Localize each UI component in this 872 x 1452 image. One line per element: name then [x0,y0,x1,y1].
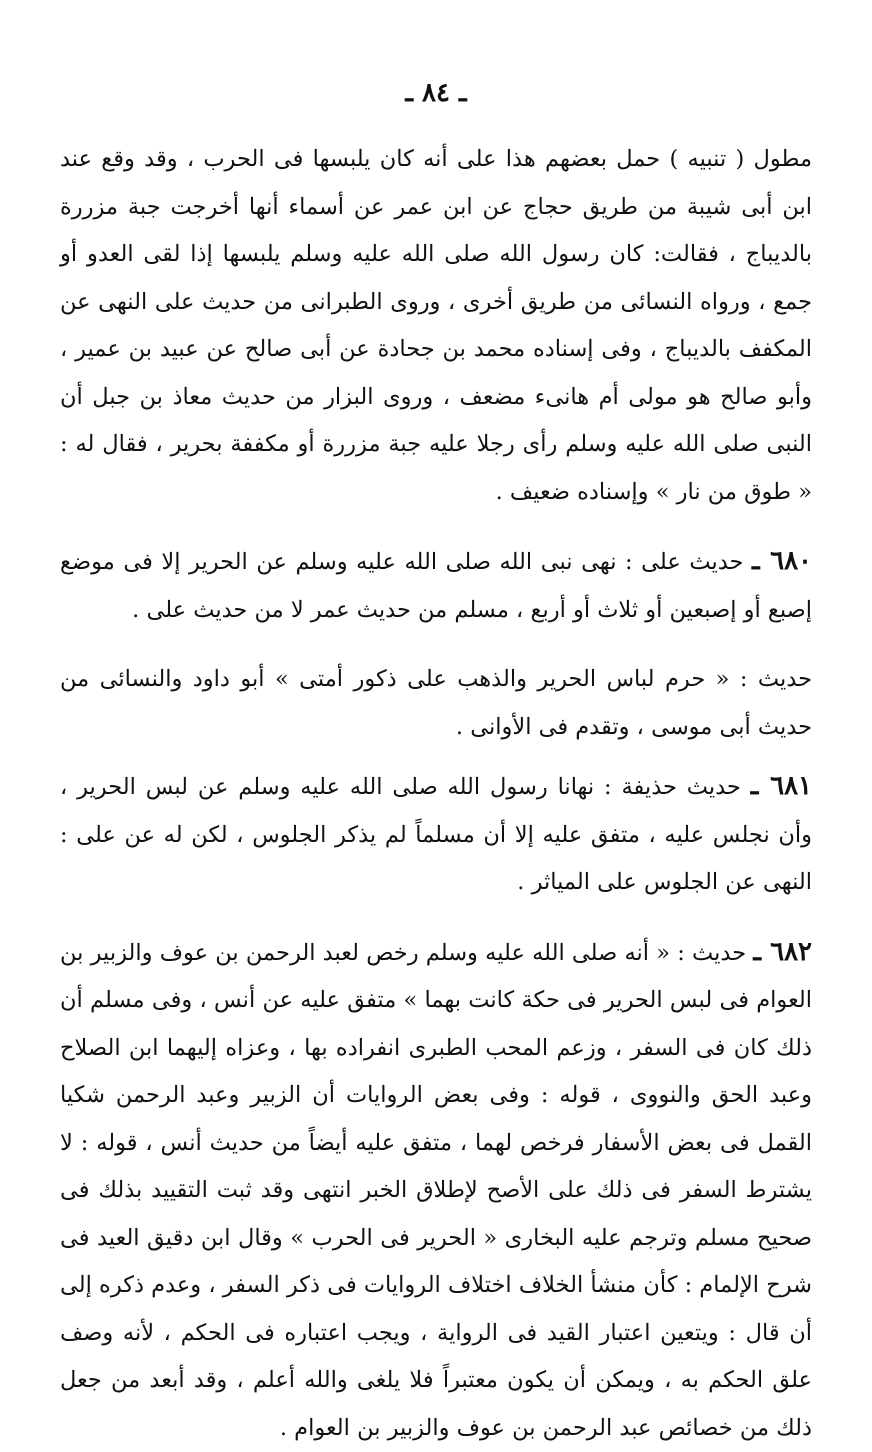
hadith-number: ٦٨١ ـ [751,771,812,801]
paragraph-haram-libas [60,656,812,751]
page-number: ـ ٨٤ ـ [60,78,812,108]
paragraph-tanbih [60,136,812,516]
paragraph-680 [60,538,812,634]
paragraph-text: حديث : « حرم لباس الحرير والذهب على ذكور أمتى » أبو داود والنسائى من حديث أبى موسى ، وتقدم فى الأوانى . [60,666,812,740]
paragraph-text: حديث على : نهى نبى الله صلى الله عليه وسلم عن الحرير إلا فى موضع إصبع أو إصبعين أو ثلاث أو أربع ، مسلم من حديث عمر لا من حديث على . [60,549,812,623]
document-page [60,78,812,1452]
paragraph-text: حديث حذيفة : نهانا رسول الله صلى الله عليه وسلم عن لبس الحرير ، وأن نجلس عليه ، متفق عليه إلا أن مسلماً لم يذكر الجلوس ، لكن له عن على : النهى عن الجلوس على المياثر . [60,774,812,895]
paragraph-682 [60,929,812,1452]
paragraph-681 [60,763,812,907]
paragraph-text: حديث : « أنه صلى الله عليه وسلم رخص لعبد الرحمن بن عوف والزبير بن العوام فى لبس الحرير فى حكة كانت بهما » متفق عليه عن أنس ، وفى مسلم أن ذلك كان فى السفر ، وزعم المحب الطبرى انفراده بها ، وعزاه إليهما ابن الصلاح وعبد الحق والنووى ، قوله : وفى بعض الروايات أن الزبير وعبد الرحمن شكيا القمل فى بعض الأسفار فرخص لهما ، متفق عليه أيضاً من حديث أنس ، قوله : لا يشترط السفر فى ذلك على الأصح لإطلاق الخبر انتهى وقد ثبت التقييد بذلك فى صحيح مسلم وترجم عليه البخارى « الحرير فى الحرب » وقال ابن دقيق العيد فى شرح الإلمام : كأن منشأ الخلاف اختلاف الروايات فى ذكر السفر ، وعدم ذكره إلى أن قال : ويتعين اعتبار القيد فى الرواية ، ويجب اعتباره فى الحكم ، لأنه وصف علق الحكم به ، ويمكن أن يكون معتبراً فلا يلغى والله أعلم ، وقد أبعد من جعل ذلك من خصائص عبد الرحمن بن عوف والزبير بن العوام . [60,940,812,1441]
paragraph-text: مطول ( تنبيه ) حمل بعضهم هذا على أنه كان يلبسها فى الحرب ، وقد وقع عند ابن أبى شيبة من طريق حجاج عن ابن عمر عن أسماء أنها أخرجت جبة مزررة بالديباج ، فقالت: كان رسول الله صلى الله عليه وسلم يلبسها إذا لقى العدو أو جمع ، ورواه النسائى من طريق أخرى ، وروى الطبرانى من حديث على النهى عن المكفف بالديباج ، وفى إسناده محمد بن جحادة عن أبى صالح عن عبيد بن عمير ، وأبو صالح هو مولى أم هانىء مضعف ، وروى البزار من حديث معاذ بن جبل أن النبى صلى الله عليه وسلم رأى رجلا عليه جبة مزررة أو مكففة بحرير ، فقال له : « طوق من نار » وإسناده ضعيف . [60,146,812,505]
hadith-number: ٦٨٢ ـ [753,937,812,967]
hadith-number: ٦٨٠ ـ [752,546,812,576]
